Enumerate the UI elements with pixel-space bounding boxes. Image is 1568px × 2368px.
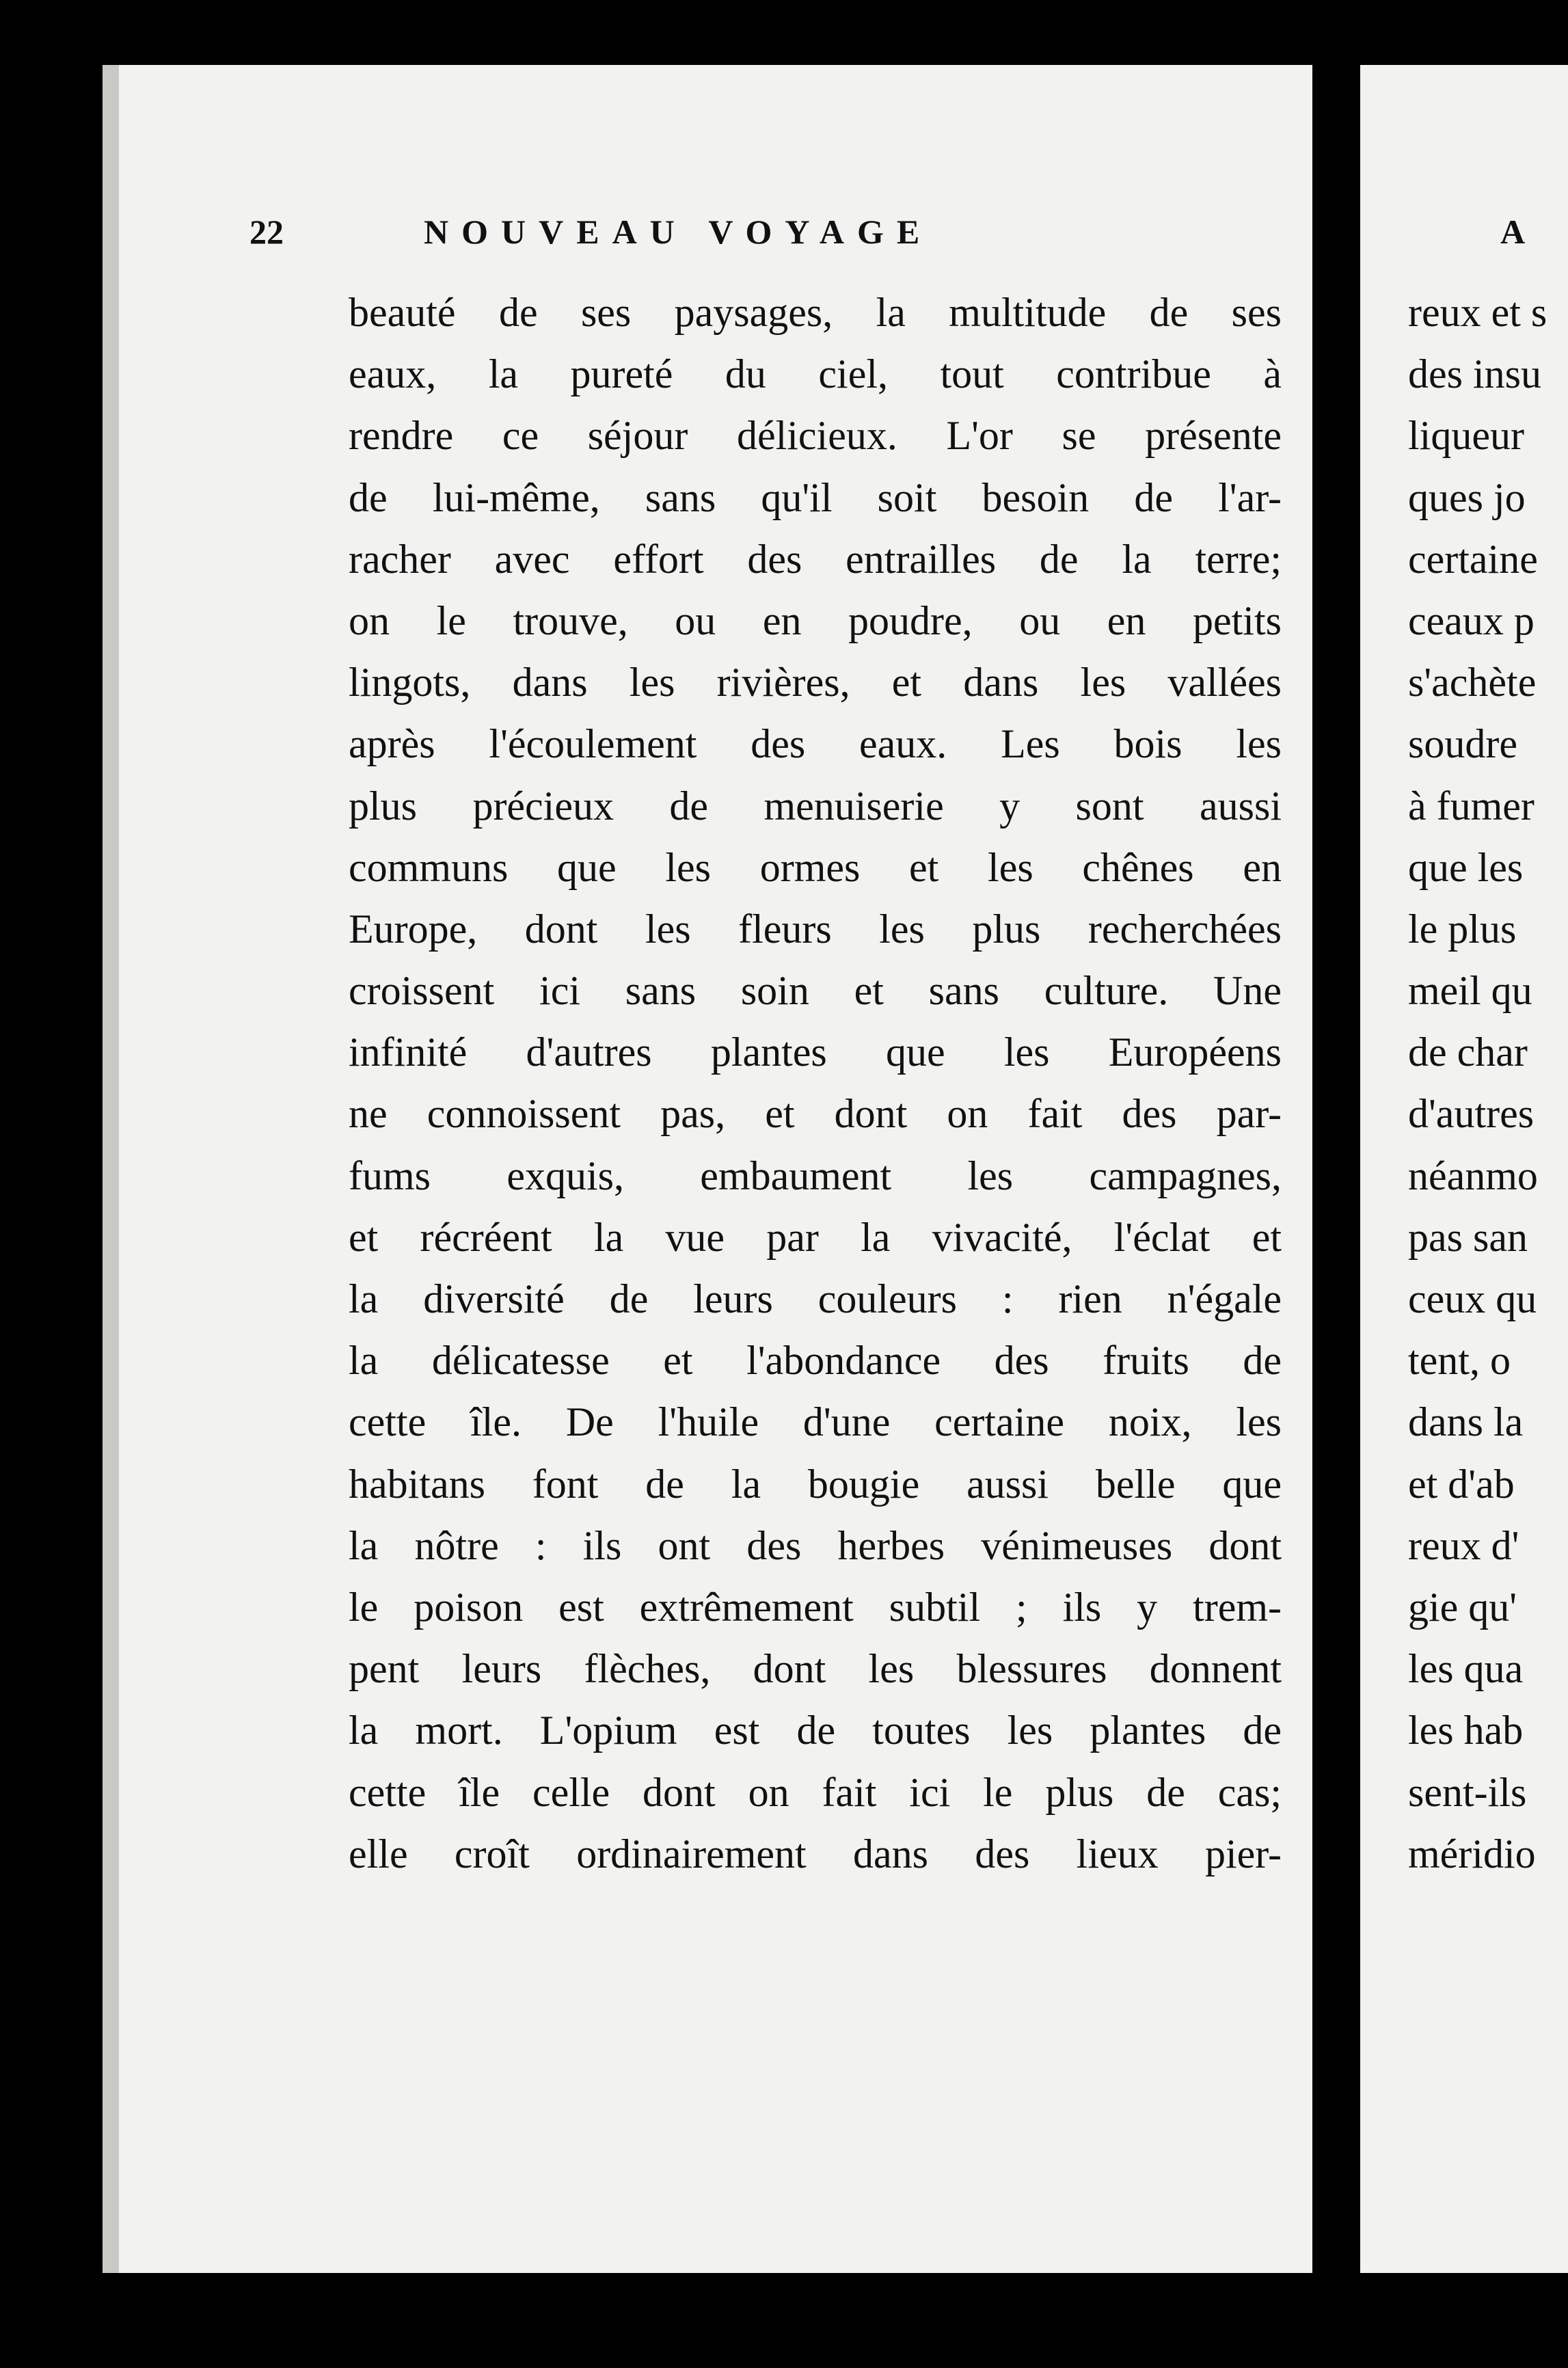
book-gutter [1312,55,1360,2311]
right-page-text [1408,282,1547,1885]
text-line: fums exquis, embaument les campagnes, [349,1153,1282,1198]
text-line: plus précieux de menuiserie y sont aussi [349,783,1282,829]
right-text-line: s'achète [1408,660,1537,705]
right-text-line: méridio [1408,1831,1536,1876]
text-line: rendre ce séjour délicieux. L'or se présente [349,413,1282,459]
text-line: croissent ici sans soin et sans culture. Une [349,968,1282,1014]
text-line: Europe, dont les fleurs les plus recherchées [349,906,1282,952]
text-line: racher avec effort des entrailles de la terre; [349,536,1282,582]
right-text-line: néanmo [1408,1153,1538,1198]
page-header [249,212,1145,260]
text-line: de lui-même, sans qu'il soit besoin de l'ar- [349,474,1282,520]
body-text [349,282,1282,1885]
text-line: cette île. De l'huile d'une certaine noix, les [349,1399,1282,1445]
right-text-line: d'autres [1408,1091,1535,1137]
page-number: 22 [249,213,284,251]
text-line: communs que les ormes et les chênes en [349,844,1282,890]
text-line: et récréent la vue par la vivacité, l'éclat et [349,1214,1282,1260]
right-text-line: tent, o [1408,1338,1511,1384]
right-text-line: les hab [1408,1708,1524,1753]
text-line: beauté de ses paysages, la multitude de ses [349,290,1282,335]
right-text-line: les qua [1408,1646,1524,1692]
right-text-line: sent-ils [1408,1769,1527,1815]
right-text-line: ceux qu [1408,1276,1537,1321]
text-line: après l'écoulement des eaux. Les bois les [349,721,1282,767]
text-line: infinité d'autres plantes que les Européens [349,1030,1282,1075]
right-text-line: et d'ab [1408,1461,1515,1507]
right-text-line: soudre [1408,721,1517,767]
text-line: eaux, la pureté du ciel, tout contribue à [349,351,1282,397]
right-running-title: A [1500,213,1526,251]
text-line: la diversité de leurs couleurs : rien n'égale [349,1276,1282,1321]
right-text-line: reux d' [1408,1522,1519,1568]
text-line: lingots, dans les rivières, et dans les vallées [349,660,1282,705]
right-text-line: gie qu' [1408,1584,1517,1630]
text-line: la délicatesse et l'abondance des fruits de [349,1338,1282,1384]
text-line: habitans font de la bougie aussi belle que [349,1461,1282,1507]
right-text-line: à fumer [1408,783,1535,829]
right-text-line: le plus [1408,906,1517,952]
right-text-line: pas san [1408,1214,1528,1260]
right-text-line: de char [1408,1030,1528,1075]
right-text-line: liqueur [1408,413,1524,459]
right-text-line: meil qu [1408,968,1532,1014]
right-page [1360,65,1568,2273]
text-line: elle croît ordinairement dans des lieux pier- [349,1831,1282,1876]
right-text-line: ceaux p [1408,597,1535,643]
right-text-line: des insu [1408,351,1541,397]
right-text-line: ques jo [1408,474,1526,520]
text-line: le poison est extrêmement subtil ; ils y trem- [349,1584,1282,1630]
text-line: cette île celle dont on fait ici le plus de cas; [349,1769,1282,1815]
running-title: NOUVEAU VOYAGE [424,213,933,251]
text-line: la mort. L'opium est de toutes les plantes de [349,1708,1282,1753]
text-line: la nôtre : ils ont des herbes vénimeuses dont [349,1522,1282,1568]
right-text-line: dans la [1408,1399,1524,1445]
text-line: pent leurs flèches, dont les blessures donnent [349,1646,1282,1692]
right-text-line: que les [1408,844,1524,890]
right-text-line: certaine [1408,536,1538,582]
text-line: on le trouve, ou en poudre, ou en petits [349,597,1282,643]
text-line: ne connoissent pas, et dont on fait des par- [349,1091,1282,1137]
right-text-line: reux et s [1408,290,1547,335]
